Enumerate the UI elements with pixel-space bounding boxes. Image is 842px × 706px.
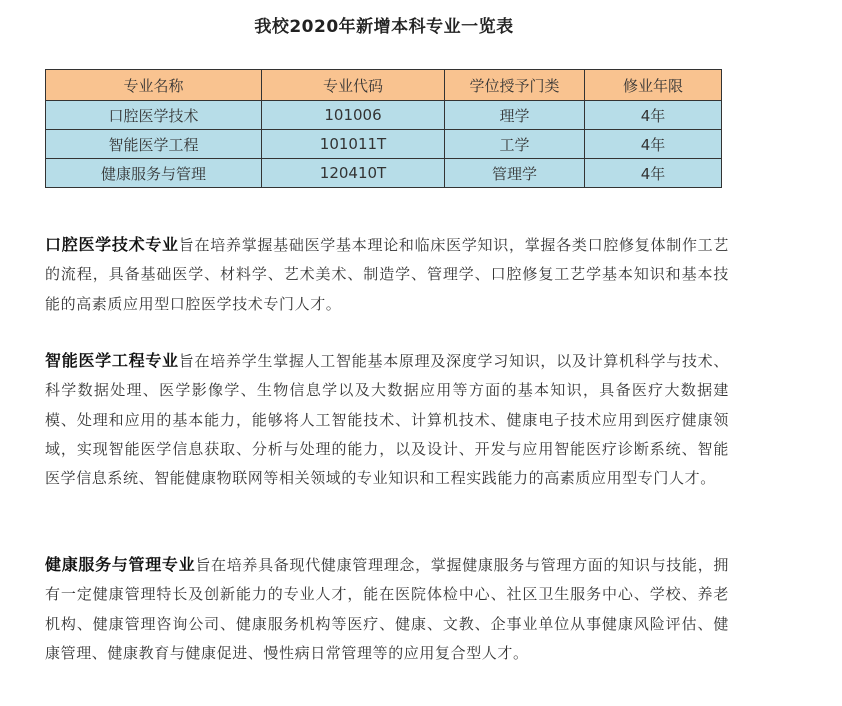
cell-major-name: 健康服务与管理 — [46, 159, 262, 188]
description-major-heading: 口腔医学技术专业 — [45, 235, 179, 254]
header-major-name: 专业名称 — [46, 70, 262, 101]
cell-degree-category: 理学 — [445, 101, 585, 130]
page-title: 我校2020年新增本科专业一览表 — [254, 17, 514, 37]
table-row — [46, 101, 722, 130]
cell-major-code: 101006 — [262, 101, 445, 130]
table-row — [46, 130, 722, 159]
cell-study-years: 4年 — [585, 101, 722, 130]
description-body: 旨在培养掌握基础医学基本理论和临床医学知识，掌握各类口腔修复体制作工艺的流程，具备基础医学、材料学、艺术美术、制造学、管理学、口腔修复工艺学基本知识和基本技能的高素质应用型口腔医学技术专门人才。 — [45, 236, 729, 313]
header-degree-category: 学位授予门类 — [445, 70, 585, 101]
header-major-code: 专业代码 — [262, 70, 445, 101]
cell-major-code: 101011T — [262, 130, 445, 159]
description-major-heading: 健康服务与管理专业 — [45, 555, 196, 574]
table-row — [46, 159, 722, 188]
description-dental-technology — [45, 230, 729, 319]
description-health-services-management — [45, 550, 729, 668]
description-body: 旨在培养学生掌握人工智能基本原理及深度学习知识，以及计算机科学与技术、科学数据处理、医学影像学、生物信息学以及大数据应用等方面的基本知识，具备医疗大数据建模、处理和应用的基本能力，能够将人工智能技术、计算机技术、健康电子技术应用到医疗健康领域，实现智能医学信息获取、分析与处理的能力，以及设计、开发与应用智能医疗诊断系统、智能医学信息系统、智能健康物联网等相关领域的专业知识和工程实践能力的高素质应用型专门人才。 — [45, 352, 729, 488]
cell-major-name: 智能医学工程 — [46, 130, 262, 159]
cell-major-code: 120410T — [262, 159, 445, 188]
description-major-heading: 智能医学工程专业 — [45, 351, 179, 370]
header-study-years: 修业年限 — [585, 70, 722, 101]
cell-major-name: 口腔医学技术 — [46, 101, 262, 130]
cell-degree-category: 管理学 — [445, 159, 585, 188]
cell-study-years: 4年 — [585, 130, 722, 159]
table-header-row — [46, 70, 722, 101]
cell-degree-category: 工学 — [445, 130, 585, 159]
cell-study-years: 4年 — [585, 159, 722, 188]
description-body: 旨在培养具备现代健康管理理念，掌握健康服务与管理方面的知识与技能，拥有一定健康管理特长及创新能力的专业人才，能在医院体检中心、社区卫生服务中心、学校、养老机构、健康管理咨询公司、健康服务机构等医疗、健康、文教、企事业单位从事健康风险评估、健康管理、健康教育与健康促进、慢性病日常管理等的应用复合型人才。 — [45, 556, 730, 662]
majors-table — [45, 69, 722, 188]
description-intelligent-medical-engineering — [45, 346, 729, 493]
